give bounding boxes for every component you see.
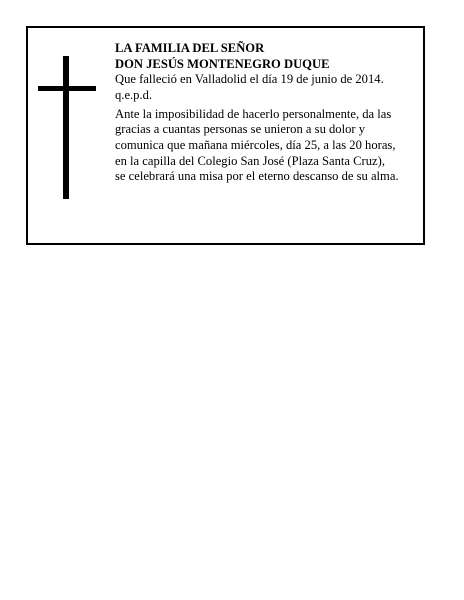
obituary-notice — [26, 26, 425, 245]
notice-heading-line2: DON JESÚS MONTENEGRO DUQUE — [115, 56, 330, 71]
death-announcement: Que falleció en Valladolid el día 19 de junio de 2014. — [115, 72, 384, 87]
body-line: en la capilla del Colegio San José (Plaza Santa Cruz), — [115, 153, 385, 168]
qepd-line: q.e.p.d. — [115, 87, 153, 102]
body-line: comunica que mañana miércoles, día 25, a las 20 horas, — [115, 138, 396, 153]
body-line: Ante la imposibilidad de hacerlo personalmente, da las — [115, 106, 392, 121]
notice-text — [115, 41, 425, 185]
latin-cross-icon — [38, 56, 96, 199]
notice-heading-line1: LA FAMILIA DEL SEÑOR — [115, 41, 265, 55]
cross-vertical-bar — [63, 56, 69, 199]
cross-horizontal-bar — [38, 86, 96, 91]
body-line: gracias a cuantas personas se unieron a su dolor y — [115, 122, 366, 137]
body-line: se celebrará una misa por el eterno descanso de su alma. — [115, 169, 399, 184]
